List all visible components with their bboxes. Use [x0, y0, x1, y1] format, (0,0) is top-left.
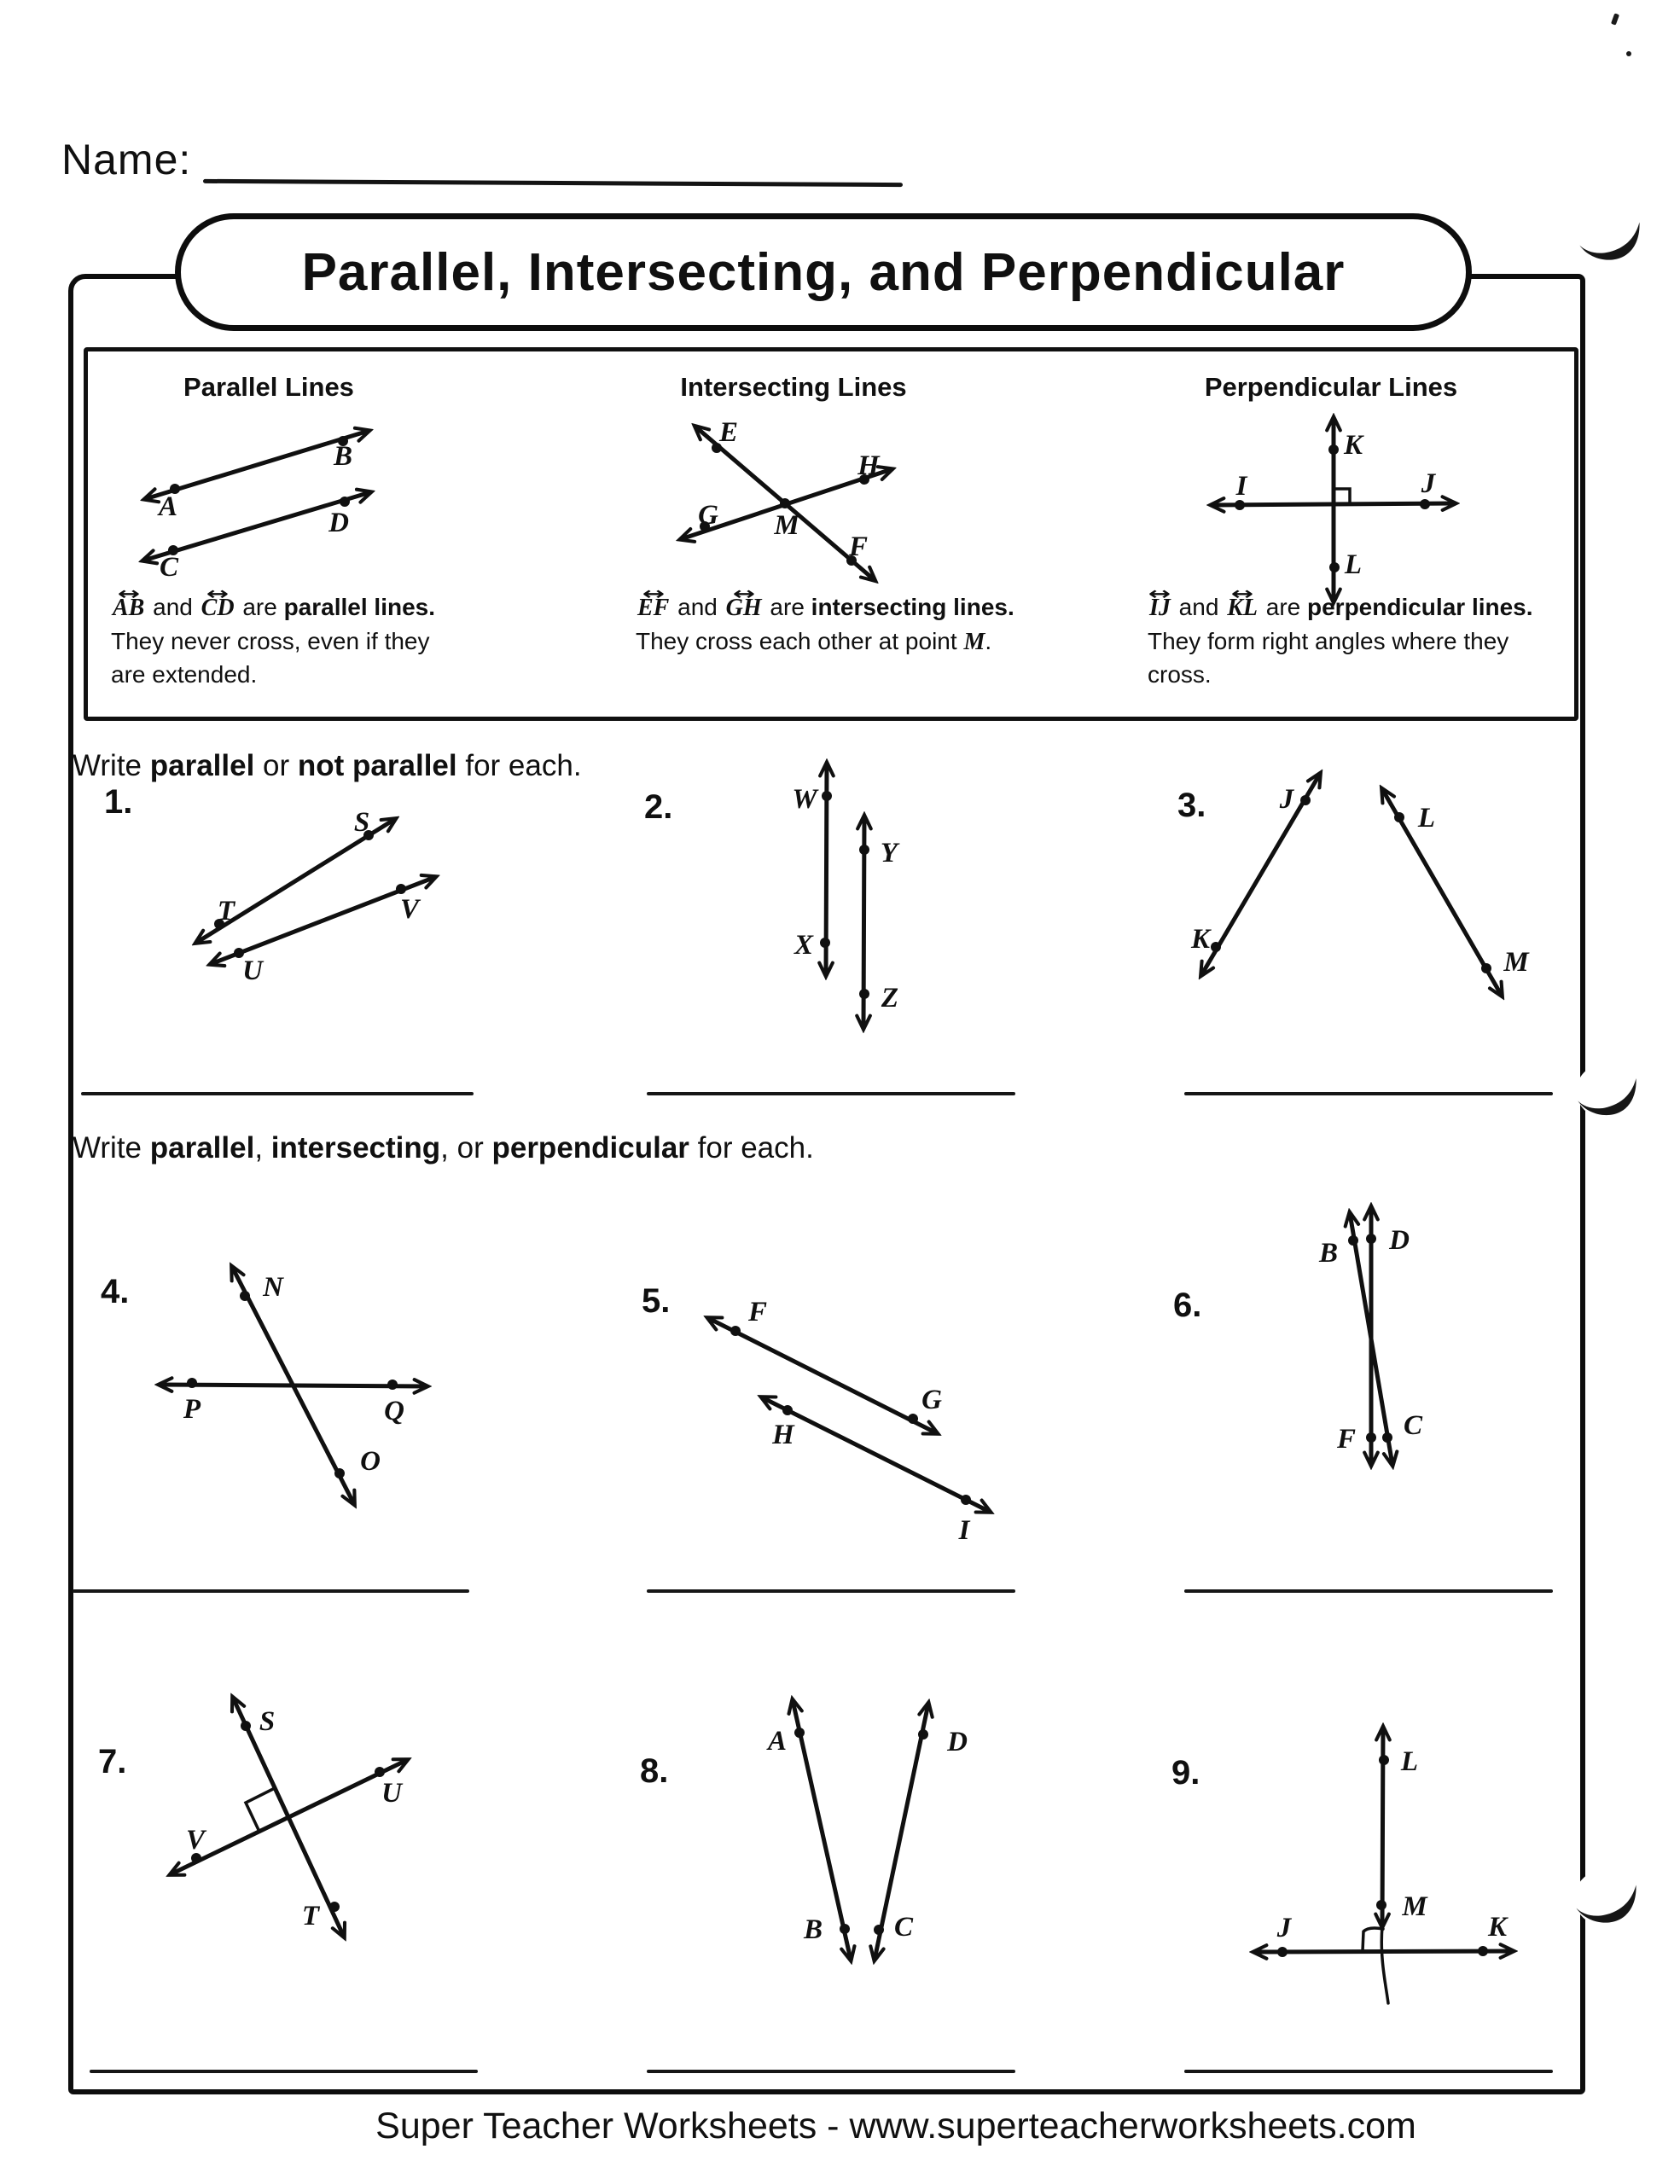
point-label: K	[1343, 430, 1363, 461]
point-label: D	[328, 508, 349, 538]
problem-8-diagram	[751, 1681, 981, 1971]
point-label: W	[792, 784, 817, 815]
description-text: They never cross, even if they	[111, 628, 430, 654]
problem-8-number: 8.	[640, 1752, 669, 1790]
line-vu	[171, 1760, 407, 1874]
point-label: G	[921, 1385, 942, 1415]
point-label: I	[958, 1515, 970, 1546]
point-dot	[340, 497, 350, 507]
point-label: B	[803, 1914, 823, 1945]
point-label: F	[747, 1297, 768, 1327]
point-dot	[1366, 1234, 1376, 1244]
name-blank-line	[203, 179, 903, 187]
point-dot	[1366, 1432, 1376, 1443]
point-label: L	[1344, 549, 1363, 580]
point-label: D	[1389, 1225, 1410, 1256]
point-label: L	[1417, 803, 1436, 834]
point-dot	[918, 1729, 928, 1740]
point-dot	[840, 1924, 850, 1934]
problem-9-number: 9.	[1171, 1754, 1200, 1792]
point-dot	[1382, 1432, 1392, 1443]
point-reference: M	[963, 629, 985, 655]
instruction-text: Write	[73, 1131, 150, 1165]
point-label: J	[1276, 1913, 1292, 1943]
point-dot	[1277, 1947, 1288, 1957]
point-dot	[1481, 963, 1491, 973]
point-dot	[187, 1378, 197, 1388]
point-label: M	[1402, 1891, 1427, 1922]
problem-7-number: 7.	[98, 1743, 127, 1780]
problem-6-number: 6.	[1173, 1287, 1202, 1324]
point-dot	[396, 884, 406, 894]
worksheet-title	[175, 213, 1472, 331]
description-text: They cross each other at point	[636, 628, 964, 654]
description-text: and	[146, 594, 200, 620]
point-label: Q	[384, 1396, 404, 1426]
name-label: Name:	[61, 136, 192, 183]
point-dot	[961, 1495, 971, 1505]
instruction-bold: perpendicular	[491, 1131, 689, 1165]
point-dot	[822, 791, 832, 801]
problem-5-number: 5.	[642, 1282, 671, 1320]
description-text: .	[985, 628, 992, 654]
point-dot	[329, 1902, 340, 1912]
instruction-text: Write	[73, 749, 150, 782]
point-label: G	[698, 500, 718, 531]
description-text: They form right angles where they	[1148, 628, 1509, 654]
point-dot	[730, 1326, 741, 1336]
page-curl-crescent	[1577, 213, 1642, 268]
line-jk	[1254, 1951, 1513, 1952]
point-label: I	[1235, 471, 1247, 502]
point-label: E	[718, 417, 739, 448]
ray-notation: ↔ GH	[724, 591, 764, 624]
problem-3-number: 3.	[1177, 787, 1206, 824]
right-angle-marker	[1334, 489, 1350, 504]
point-dot	[859, 989, 869, 999]
description-text: are	[1259, 594, 1307, 620]
point-dot	[240, 1291, 250, 1301]
instruction-bold: intersecting	[270, 1131, 441, 1165]
problem-9-diagram	[1229, 1706, 1578, 2013]
point-dot	[334, 1468, 345, 1478]
point-dot	[1328, 444, 1339, 455]
parallel-example-heading: Parallel Lines	[183, 372, 354, 402]
point-dot	[241, 1721, 251, 1731]
point-label: U	[381, 1778, 402, 1809]
point-label: A	[158, 491, 178, 522]
point-label: V	[185, 1825, 206, 1856]
problem-4-diagram	[145, 1246, 461, 1527]
point-label: T	[301, 1901, 320, 1931]
answer-blank-4	[73, 1589, 469, 1593]
point-label: O	[360, 1446, 381, 1477]
point-label: C	[893, 1912, 914, 1943]
point-label: H	[772, 1420, 794, 1450]
ray-notation: ↔ CD	[200, 591, 236, 624]
point-dot	[859, 845, 869, 855]
answer-blank-6	[1184, 1589, 1553, 1593]
parallel-example-diagram	[128, 418, 392, 597]
ray-notation: ↔ AB	[111, 591, 146, 624]
answer-blank-5	[647, 1589, 1015, 1593]
point-dot	[1420, 499, 1430, 509]
point-label: B	[333, 441, 353, 472]
point-label: J	[1279, 784, 1294, 815]
point-dot	[1329, 562, 1340, 572]
point-label: M	[1503, 947, 1529, 978]
perpendicular-example-description	[1148, 590, 1574, 691]
point-label: D	[947, 1727, 968, 1757]
description-text: are	[235, 594, 284, 620]
point-dot	[1348, 1235, 1358, 1246]
ray-notation: ↔ IJ	[1148, 591, 1172, 624]
right-angle-marker	[1363, 1928, 1383, 1951]
ink-speck	[1611, 13, 1619, 25]
line-hi	[762, 1397, 990, 1512]
point-label: V	[399, 894, 420, 925]
point-dot	[1376, 1900, 1386, 1910]
intersecting-example-diagram	[666, 410, 921, 597]
instruction-text: or	[254, 749, 298, 782]
ink-speck	[1626, 51, 1631, 56]
description-text: cross.	[1148, 661, 1212, 688]
problem-7-diagram	[145, 1672, 444, 1971]
instruction-2	[73, 1131, 814, 1165]
point-dot	[375, 1767, 385, 1777]
instruction-bold: parallel	[149, 749, 255, 782]
point-dot	[780, 498, 790, 508]
point-dot	[387, 1380, 398, 1390]
line-lm-extension	[1381, 1926, 1388, 2003]
problem-6-diagram	[1254, 1194, 1485, 1502]
point-label: T	[217, 896, 235, 926]
point-dot	[1394, 812, 1404, 822]
answer-blank-8	[647, 2070, 1015, 2073]
problem-3-diagram	[1186, 768, 1553, 1015]
point-label: U	[242, 956, 263, 986]
problem-1-diagram	[137, 802, 469, 998]
point-label: B	[1318, 1238, 1339, 1269]
footer-credit: Super Teacher Worksheets - www.superteacherworksheets.com	[375, 2106, 1416, 2146]
point-dot	[1211, 942, 1221, 952]
answer-blank-9	[1184, 2070, 1553, 2073]
answer-blank-2	[647, 1092, 1015, 1095]
point-label: J	[1421, 468, 1436, 499]
description-text: are extended.	[111, 661, 258, 688]
problem-5-diagram	[683, 1280, 1032, 1544]
point-dot	[1300, 795, 1311, 805]
ray-notation: ↔ EF	[636, 591, 671, 624]
description-bold: parallel lines.	[283, 594, 435, 620]
problem-2-number: 2.	[644, 788, 673, 826]
point-dot	[1478, 1946, 1488, 1956]
point-dot	[908, 1414, 918, 1424]
description-text: and	[1171, 594, 1226, 620]
point-label: C	[159, 552, 179, 583]
instruction-text: for each.	[456, 749, 582, 782]
parallel-example-description	[111, 590, 520, 691]
instruction-text: ,	[254, 1131, 271, 1165]
instruction-bold: not parallel	[297, 749, 457, 782]
instruction-text: , or	[440, 1131, 492, 1165]
line-pq	[160, 1385, 427, 1386]
point-label: F	[848, 531, 869, 562]
point-dot	[820, 938, 830, 948]
worksheet-title-text: Parallel, Intersecting, and Perpendicular	[301, 242, 1346, 302]
ray-notation: ↔ KL	[1225, 591, 1259, 624]
instruction-text: for each.	[689, 1131, 814, 1165]
answer-blank-7	[90, 2070, 478, 2073]
point-label: F	[1336, 1424, 1357, 1455]
intersecting-example-description	[636, 590, 1062, 659]
problem-4-number: 4.	[101, 1273, 130, 1310]
answer-blank-1	[81, 1092, 474, 1095]
problem-1-number: 1.	[104, 783, 133, 821]
point-label: Y	[880, 838, 898, 868]
point-label: K	[1487, 1912, 1508, 1943]
line-ij	[1212, 503, 1455, 505]
intersecting-example-heading: Intersecting Lines	[680, 372, 907, 402]
point-label: P	[183, 1394, 201, 1425]
point-label: L	[1400, 1746, 1419, 1777]
problem-2-diagram	[768, 759, 956, 1041]
description-text: and	[671, 594, 724, 620]
point-label: M	[774, 510, 799, 541]
line-fg	[708, 1318, 937, 1433]
point-label: H	[857, 450, 880, 481]
point-label: N	[263, 1272, 283, 1303]
point-label: A	[767, 1726, 788, 1757]
point-label: X	[793, 930, 814, 961]
description-bold: intersecting lines.	[811, 594, 1014, 620]
point-label: Z	[881, 983, 899, 1014]
point-label: C	[1403, 1410, 1423, 1441]
description-bold: perpendicular lines.	[1307, 594, 1533, 620]
answer-blank-3	[1184, 1092, 1553, 1095]
point-dot	[782, 1405, 793, 1415]
point-label: S	[353, 807, 370, 838]
point-label: S	[259, 1706, 276, 1737]
page-curl-crescent	[1573, 1875, 1638, 1931]
page-curl-crescent	[1575, 1069, 1638, 1124]
point-dot	[1379, 1755, 1389, 1765]
point-dot	[794, 1728, 805, 1738]
instruction-bold: parallel	[149, 1131, 255, 1165]
description-text: are	[763, 594, 811, 620]
instruction-1	[73, 749, 582, 783]
point-label: K	[1190, 924, 1211, 955]
point-dot	[874, 1925, 884, 1935]
perpendicular-example-heading: Perpendicular Lines	[1204, 372, 1458, 402]
